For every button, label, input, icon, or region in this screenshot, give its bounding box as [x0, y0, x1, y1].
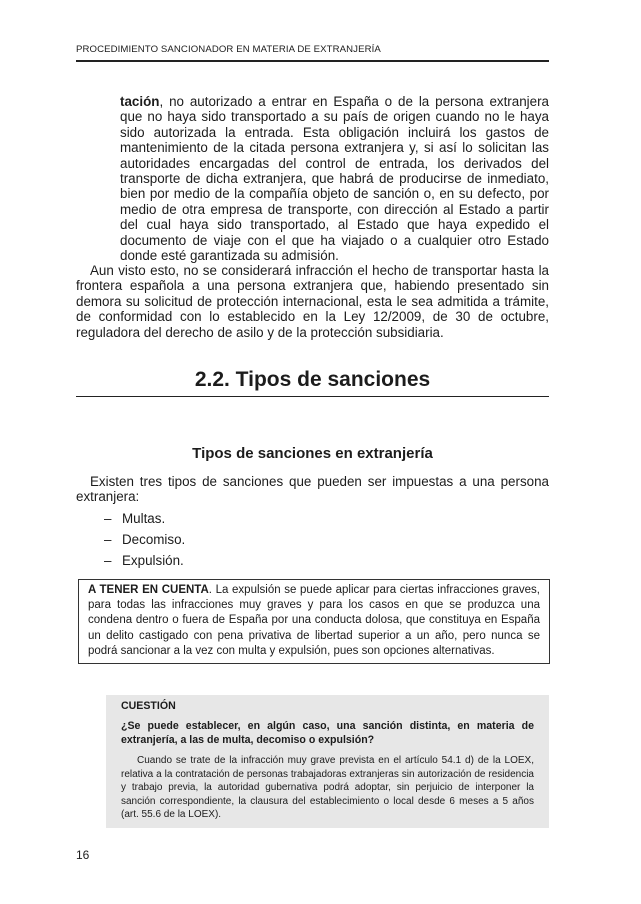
paragraph-lead-bold: tación	[120, 94, 160, 109]
sanction-confiscation: Decomiso.	[122, 532, 186, 547]
question-label: CUESTIÓN	[121, 700, 176, 712]
list-dash: –	[104, 553, 112, 568]
sanctions-list	[104, 508, 185, 571]
paragraph-obligation	[120, 94, 549, 263]
list-dash: –	[104, 532, 112, 547]
list-item	[104, 508, 185, 529]
answer-text: Cuando se trate de la infracción muy grave prevista en el artículo 54.1 d) de la LOEX, relativa a la contratación de personas trabajadoras extranjeras sin autorización de residencia y trabajo previa, la autoridad gubernativa podrá adoptar, sin perjuicio de interponer la sanción correspondiente, la clausura del establecimiento o local desde 6 meses a 5 años (art. 55.6 de la LOEX).	[121, 755, 534, 821]
section-title: 2.2. Tipos de sanciones	[76, 368, 549, 397]
question-box	[106, 695, 549, 828]
sanctions-intro: Existen tres tipos de sanciones que pueden ser impuestas a una persona extranjera:	[76, 474, 549, 505]
sanction-fines: Multas.	[122, 511, 166, 526]
list-item	[104, 550, 185, 571]
list-item	[104, 529, 185, 550]
list-dash: –	[104, 511, 112, 526]
running-header: PROCEDIMIENTO SANCIONADOR EN MATERIA DE EXTRANJERÍA	[76, 44, 549, 62]
paragraph-obligation-text: , no autorizado a entrar en España o de la persona extranjera que no haya sido transportado a su país de origen cuando no le haya sido autorizada la entrada. Esta obligación incluirá los gastos de mantenimiento de la citada persona extranjera y, si así lo solicitan las autoridades encargadas del control de entrada, los derivados del transporte de dicha extranjera, que habrá de producirse de inmediato, bien por medio de la compañía objeto de sanción o, en su defecto, por medio de otra empresa de transporte, con dirección al Estado a partir del cual haya sido transportado, al Estado que haya expedido el documento de viaje con el que ha viajado o a cualquier otro Estado donde esté garantizada su admisión.	[120, 94, 549, 264]
question-text: ¿Se puede establecer, en algún caso, una sanción distinta, en materia de extranjería, a las de multa, decomiso o expulsión?	[121, 720, 534, 746]
subsection-title: Tipos de sanciones en extranjería	[192, 445, 433, 462]
sanction-expulsion: Expulsión.	[122, 553, 184, 568]
page-number: 16	[76, 848, 90, 862]
note-text: . La expulsión se puede aplicar para ciertas infracciones graves, para todas las infracciones muy graves y para los casos en que se produzca una condena dentro o fuera de España por una conducta dolosa, que constituya en España un delito castigado con pena privativa de libertad superior a un año, pero nunca se podrá sancionar a la vez con multa y expulsión, pues son opciones alternativas.	[88, 584, 540, 657]
paragraph-asylum-exception: Aun visto esto, no se considerará infracción el hecho de transportar hasta la frontera española a una persona extranjera que, habiendo presentado sin demora su solicitud de protección internacional, esta le sea admitida a trámite, de conformidad con lo establecido en la Ley 12/2009, de 30 de octubre, reguladora del derecho de asilo y de la protección subsidiaria.	[76, 263, 549, 340]
note-lead: A TENER EN CUENTA	[88, 584, 209, 596]
note-box	[78, 579, 550, 664]
